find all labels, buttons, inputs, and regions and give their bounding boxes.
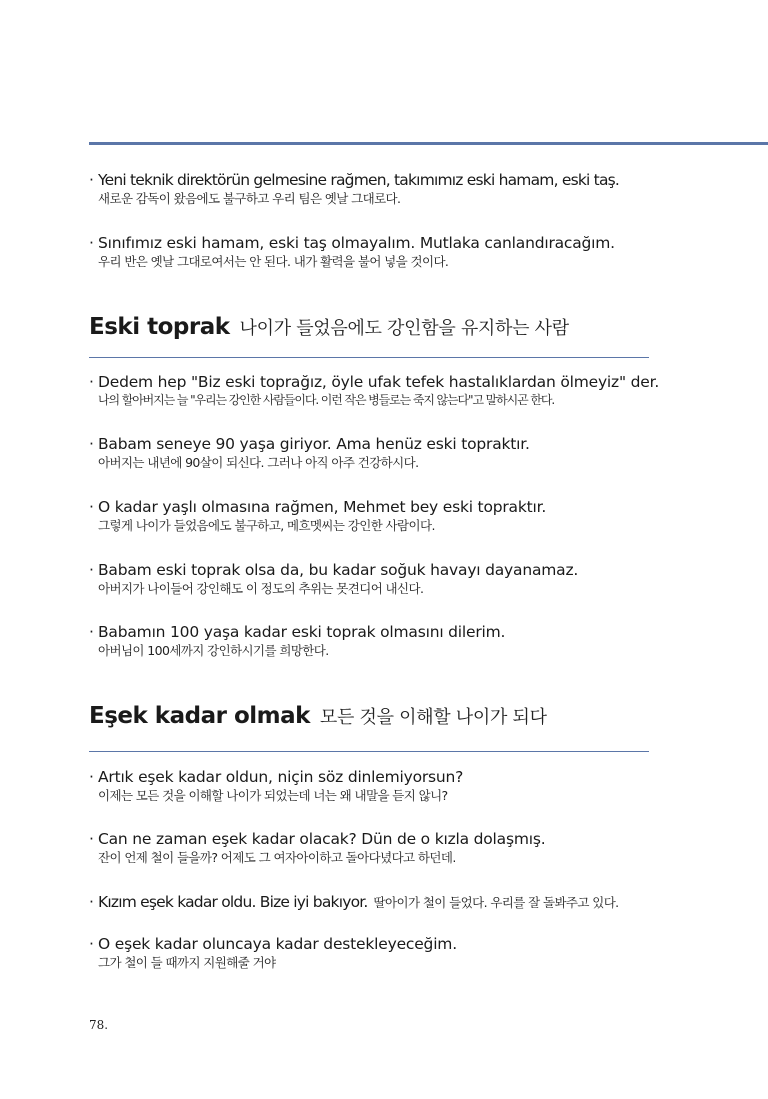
- bullet: ·: [89, 373, 94, 391]
- example-korean: 나의 할아버지는 늘 "우리는 강인한 사람들이다. 이런 작은 병들로는 죽지 않는다"고 말하시곤 한다.: [98, 393, 555, 407]
- bullet: ·: [89, 498, 94, 516]
- section-heading-eski-toprak: [89, 314, 649, 340]
- heading-korean: 나이가 들었음에도 강인함을 유지하는 사람: [239, 318, 569, 339]
- example-korean: 새로운 감독이 왔음에도 불구하고 우리 팀은 옛날 그대로다.: [98, 191, 401, 206]
- example-korean: 아버지가 나이들어 강인해도 이 정도의 추위는 못견디어 내신다.: [98, 581, 424, 596]
- heading-turkish: Eşek kadar olmak: [89, 703, 310, 729]
- example-item: [89, 372, 659, 409]
- example-korean: 그가 철이 들 때까지 지원해줄 거야: [98, 955, 276, 970]
- example-korean: 딸아이가 철이 들었다. 우리를 잘 돌봐주고 있다.: [373, 895, 619, 910]
- example-turkish: · Yeni teknik direktörün gelmesine rağmen, takımımız eski hamam, eski taş.: [89, 171, 620, 189]
- heading-turkish: Eski toprak: [89, 314, 230, 340]
- example-turkish: · O kadar yaşlı olmasına rağmen, Mehmet bey eski topraktır.: [89, 498, 547, 516]
- example-turkish: · Kızım eşek kadar oldu. Bize iyi bakıyor. 딸아이가 철이 들었다. 우리를 잘 돌봐주고 있다.: [89, 893, 619, 911]
- example-item: [89, 767, 659, 804]
- example-korean: 아버지는 내년에 90살이 되신다. 그러나 아직 아주 건강하시다.: [98, 455, 419, 470]
- heading-korean: 모든 것을 이해할 나이가 되다: [319, 707, 547, 728]
- section-heading-esek-kadar-olmak: [89, 703, 649, 729]
- bullet: ·: [89, 830, 94, 848]
- example-turkish: · Artık eşek kadar oldun, niçin söz dinlemiyorsun?: [89, 768, 464, 786]
- example-item: [89, 170, 659, 207]
- example-item: [89, 892, 659, 912]
- top-rule: [89, 142, 768, 145]
- bullet: ·: [89, 935, 94, 953]
- example-turkish: · Can ne zaman eşek kadar olacak? Dün de o kızla dolaşmış.: [89, 830, 546, 848]
- bullet: ·: [89, 171, 94, 189]
- example-korean: 우리 반은 옛날 그대로여서는 안 된다. 내가 활력을 불어 넣을 것이다.: [98, 254, 449, 269]
- example-korean: 그렇게 나이가 들었음에도 불구하고, 메흐멧씨는 강인한 사람이다.: [98, 518, 435, 533]
- bullet: ·: [89, 893, 94, 911]
- bullet: ·: [89, 768, 94, 786]
- bullet: ·: [89, 561, 94, 579]
- example-turkish: · O eşek kadar oluncaya kadar destekleyeceğim.: [89, 935, 457, 953]
- example-item: [89, 622, 659, 659]
- heading-rule: [89, 357, 649, 358]
- example-item: [89, 560, 659, 597]
- example-turkish: · Sınıfımız eski hamam, eski taş olmayalım. Mutlaka canlandıracağım.: [89, 234, 615, 252]
- example-turkish: · Babam eski toprak olsa da, bu kadar soğuk havayı dayanamaz.: [89, 561, 579, 579]
- example-item: [89, 497, 659, 534]
- bullet: ·: [89, 623, 94, 641]
- example-item: [89, 934, 659, 971]
- example-korean: 잔이 언제 철이 들을까? 어제도 그 여자아이하고 돌아다녔다고 하던데.: [98, 850, 456, 865]
- bullet: ·: [89, 435, 94, 453]
- example-item: [89, 829, 659, 866]
- example-turkish: · Babamın 100 yaşa kadar eski toprak olmasını dilerim.: [89, 623, 506, 641]
- example-item: [89, 434, 659, 471]
- example-korean: 아버님이 100세까지 강인하시기를 희망한다.: [98, 643, 329, 658]
- page-number: 78.: [89, 1018, 109, 1032]
- example-item: [89, 233, 659, 270]
- example-turkish: · Dedem hep "Biz eski toprağız, öyle ufak tefek hastalıklardan ölmeyiz" der.: [89, 373, 660, 391]
- heading-rule: [89, 751, 649, 752]
- example-korean: 이제는 모든 것을 이해할 나이가 되었는데 너는 왜 내말을 듣지 않니?: [98, 788, 448, 803]
- example-turkish: · Babam seneye 90 yaşa giriyor. Ama henüz eski topraktır.: [89, 435, 530, 453]
- bullet: ·: [89, 234, 94, 252]
